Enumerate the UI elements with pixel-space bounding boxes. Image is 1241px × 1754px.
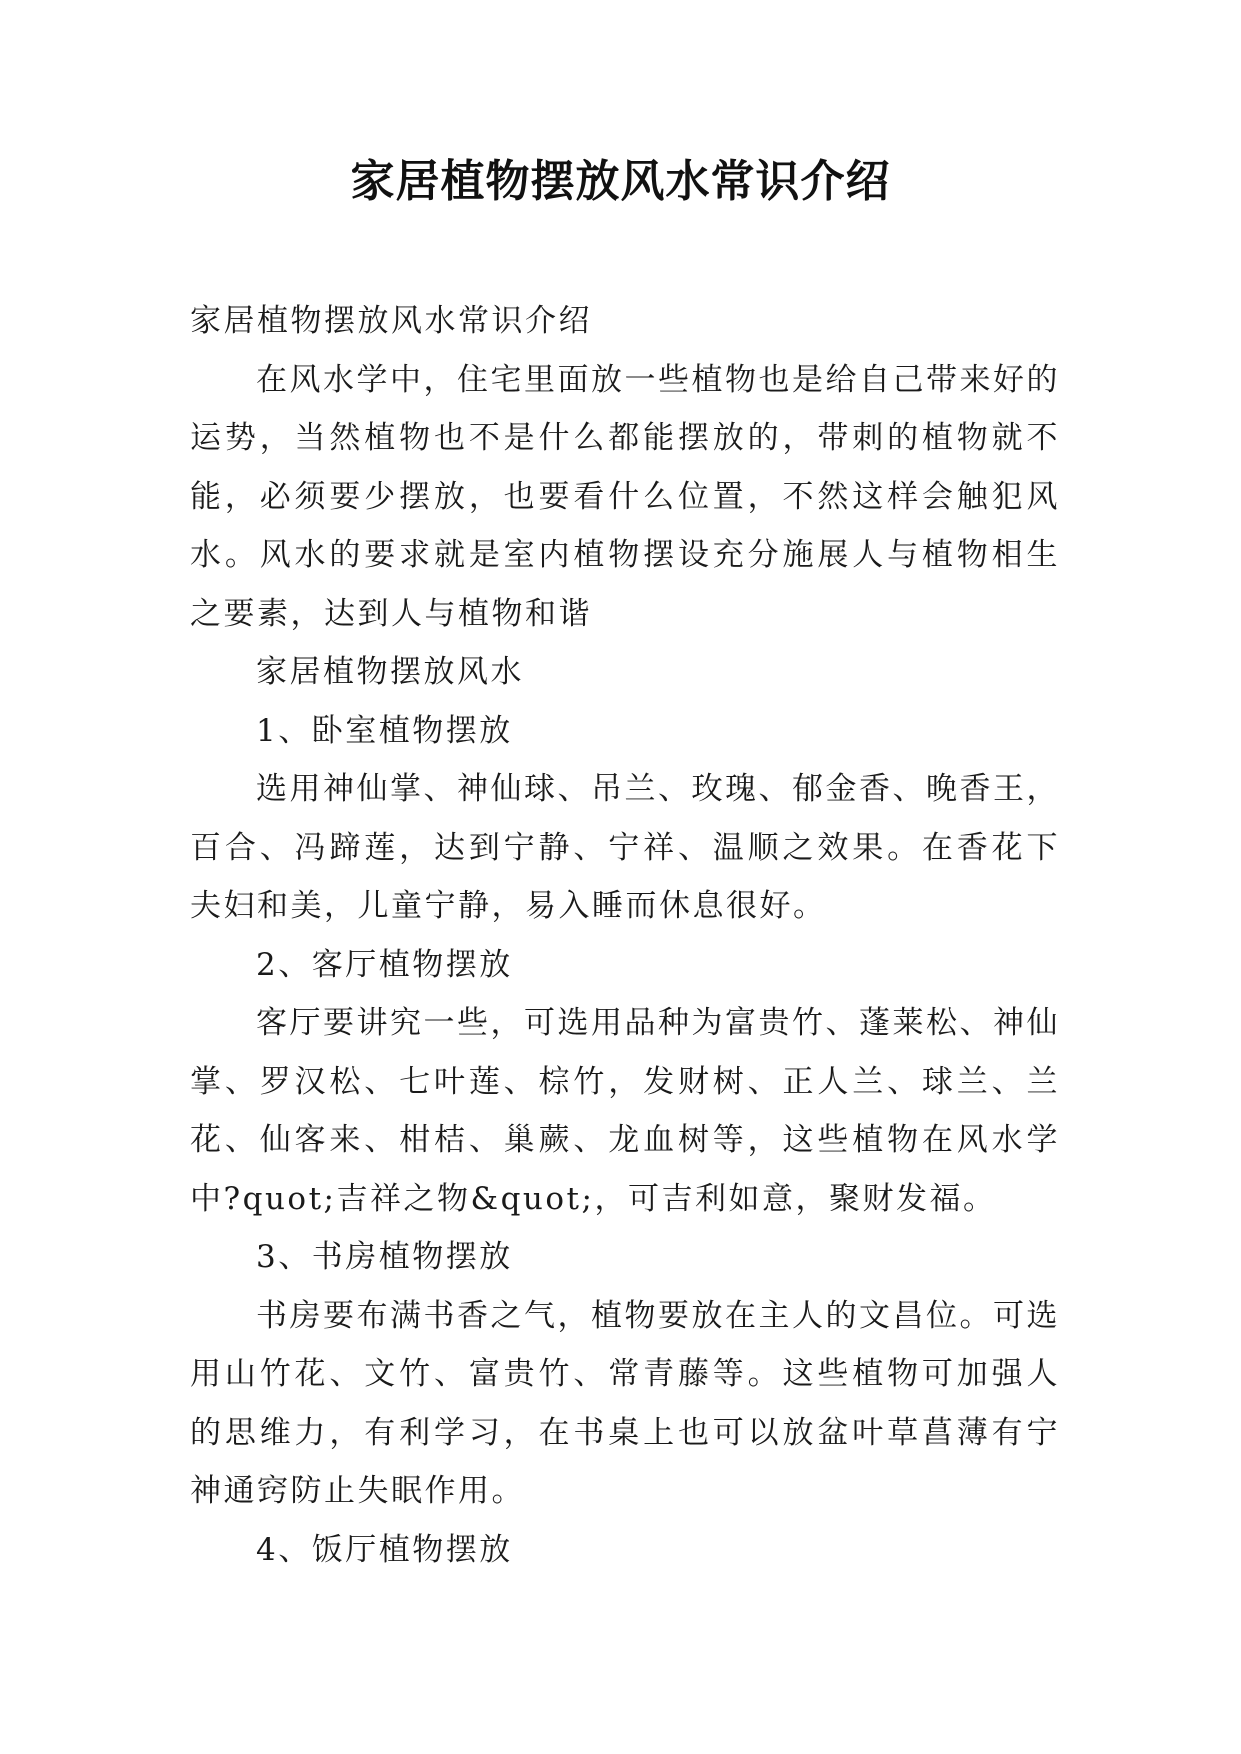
intro-paragraph: 在风水学中，住宅里面放一些植物也是给自己带来好的运势，当然植物也不是什么都能摆放的，带刺的植物就不能，必须要少摆放，也要看什么位置，不然这样会触犯风水。风水的要求就是室内植物摆设充分施展人与植物相生之要素，达到人与植物和谐 — [190, 361, 1060, 632]
section-heading: 家居植物摆放风水 — [256, 654, 524, 690]
bedroom-paragraph: 选用神仙掌、神仙球、吊兰、玫瑰、郁金香、晚香王，百合、冯蹄莲，达到宁静、宁祥、温顺之效果。在香花下夫妇和美，儿童宁静，易入睡而休息很好。 — [190, 771, 1060, 924]
bedroom-heading: 1、卧室植物摆放 — [256, 712, 513, 749]
dining-room-heading: 4、饭厅植物摆放 — [256, 1531, 513, 1568]
study-paragraph: 书房要布满书香之气，植物要放在主人的文昌位。可选用山竹花、文竹、富贵竹、常青藤等。这些植物可加强人的思维力，有利学习，在书桌上也可以放盆叶草菖薄有宁神通窍防止失眠作用。 — [190, 1297, 1060, 1509]
living-room-paragraph: 客厅要讲究一些，可选用品种为富贵竹、蓬莱松、神仙掌、罗汉松、七叶莲、棕竹，发财树、正人兰、球兰、兰花、仙客来、柑桔、巢蕨、龙血树等，这些植物在风水学中?quot;吉祥之物&quot;，可吉利如意，聚财发福。 — [190, 1005, 1060, 1217]
study-heading: 3、书房植物摆放 — [256, 1239, 513, 1275]
subtitle-paragraph: 家居植物摆放风水常识介绍 — [190, 303, 592, 339]
living-room-heading: 2、客厅植物摆放 — [256, 946, 513, 983]
page-title: 家居植物摆放风水常识介绍 — [350, 156, 891, 207]
document-body — [190, 292, 1060, 1579]
